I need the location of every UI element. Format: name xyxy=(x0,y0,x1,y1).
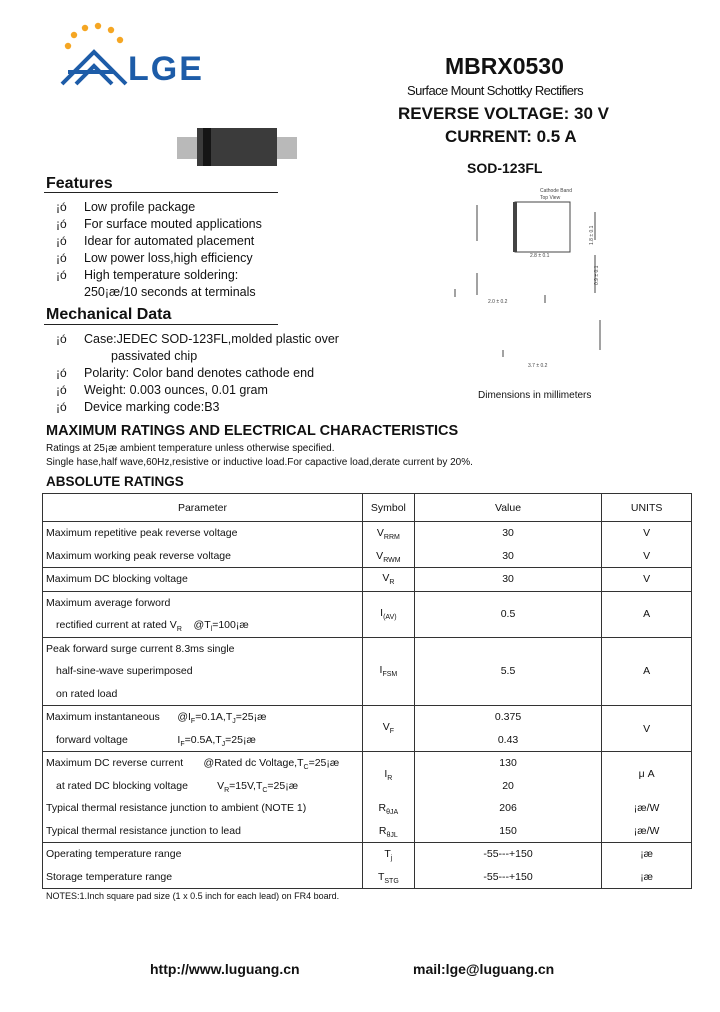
package-name: SOD-123FL xyxy=(467,160,543,176)
label-topview: Top View xyxy=(540,195,561,201)
table-row: Maximum average forword rectified current at rated $V_R$ $@T_l=100¡æ$ $I_{(AV)}$ 0.5 A xyxy=(43,591,692,637)
table-row: Operating temperature range Storage temperature range $T_j$ $T_{STG}$ -55---+150 -55---+150 ¡æ ¡æ xyxy=(43,843,692,889)
dim-b: 1.8 ± 0.1 xyxy=(589,225,595,245)
logo-text: LGE xyxy=(128,50,204,88)
header-parameter: Parameter xyxy=(43,494,363,522)
table-row: Maximum DC blocking voltage $V_R$ 30 V xyxy=(43,568,692,592)
header-symbol: Symbol xyxy=(362,494,414,522)
list-item: ¡ó Low power loss,high efficiency xyxy=(56,251,253,265)
logo-mark xyxy=(62,52,126,84)
mechanical-rule xyxy=(44,324,278,325)
part-number: MBRX0530 xyxy=(445,53,564,79)
features-rule xyxy=(44,192,278,193)
list-item: ¡ó Weight: 0.003 ounces, 0.01 gram xyxy=(56,383,268,397)
dim-a: 2.8 ± 0.1 xyxy=(530,253,550,259)
reverse-voltage: REVERSE VOLTAGE: 30 V xyxy=(398,104,609,123)
ratings-title: MAXIMUM RATINGS AND ELECTRICAL CHARACTERISTICS xyxy=(46,423,459,439)
header-value: Value xyxy=(414,494,601,522)
mechanical-list xyxy=(56,331,339,416)
list-item: ¡ó Low profile package xyxy=(56,200,196,214)
part-subtitle: Surface Mount Schottky Rectifiers xyxy=(407,83,584,98)
list-item: 250¡æ/10 seconds at terminals xyxy=(84,285,256,299)
list-item: ¡ó Device marking code:B3 xyxy=(56,400,220,414)
table-row: Peak forward surge current 8.3ms single half-sine-wave superimposed on rated load $I_{FSM}$ 5.5 A xyxy=(43,637,692,706)
dim-d: 3.7 ± 0.2 xyxy=(528,363,548,369)
absolute-ratings-title: ABSOLUTE RATINGS xyxy=(46,474,184,489)
list-item: ¡ó Idear for automated placement xyxy=(56,234,255,248)
ratings-note-1: Ratings at 25¡æ ambient temperature unless otherwise specified. xyxy=(46,443,335,454)
package-dimension-diagram xyxy=(415,185,630,380)
dim-c: 2.0 ± 0.2 xyxy=(488,299,508,305)
list-item: ¡ó High temperature soldering: xyxy=(56,268,239,282)
diagram-caption: Dimensions in millimeters xyxy=(478,390,592,401)
ratings-note-2: Single hase,half wave,60Hz,resistive or inductive load.For capactive load,derate current by 20%. xyxy=(46,457,473,468)
table-header xyxy=(43,494,692,522)
current-rating: CURRENT: 0.5 A xyxy=(445,127,577,146)
table-row: Maximum DC reverse current @Rated dc $Voltage,T_C=25¡æ$ at rated DC blocking voltage $V_R=15V,T_C=25¡æ$ Typical thermal resistance junction to ambient (NOTE 1) Typical thermal resistance junction to lead $I_R$ $R_{\theta JA}$ $R_{\theta JL}$ 130 20 206 150 μ A ¡æ/W ¡æ/W xyxy=(43,752,692,843)
dim-e: 0.9 ± 0.1 xyxy=(594,265,600,285)
logo-sunburst xyxy=(65,23,123,49)
list-item: ¡ó Case:JEDEC SOD-123FL,molded plastic over xyxy=(56,332,339,346)
list-item: passivated chip xyxy=(111,349,198,363)
table-row: Maximum instantaneous $@I_F=0.1A,T_J=25¡æ$ forward voltage $I_F=0.5A,T_J=25¡æ$ $V_F$ 0.375 0.43 V xyxy=(43,706,692,752)
footer-url[interactable]: http://www.luguang.cn xyxy=(150,961,300,977)
list-item: ¡ó For surface mouted applications xyxy=(56,217,262,231)
table-row: Maximum repetitive peak reverse voltage Maximum working peak reverse voltage $V_{RRM}$ $V_{RWM}$ 30 30 V V xyxy=(43,522,692,568)
component-image xyxy=(175,125,300,169)
header-units: UNITS xyxy=(602,494,692,522)
features-title: Features xyxy=(46,175,113,192)
list-item: ¡ó Polarity: Color band denotes cathode end xyxy=(56,366,315,380)
mechanical-title: Mechanical Data xyxy=(46,306,172,323)
notes: NOTES:1.Inch square pad size (1 x 0.5 inch for each lead) on FR4 board. xyxy=(46,891,340,901)
label-cathode: Cathode Band xyxy=(540,188,572,194)
features-list xyxy=(56,199,262,301)
footer-mail[interactable]: mail:lge@luguang.cn xyxy=(413,961,555,977)
ratings-table xyxy=(42,493,692,889)
